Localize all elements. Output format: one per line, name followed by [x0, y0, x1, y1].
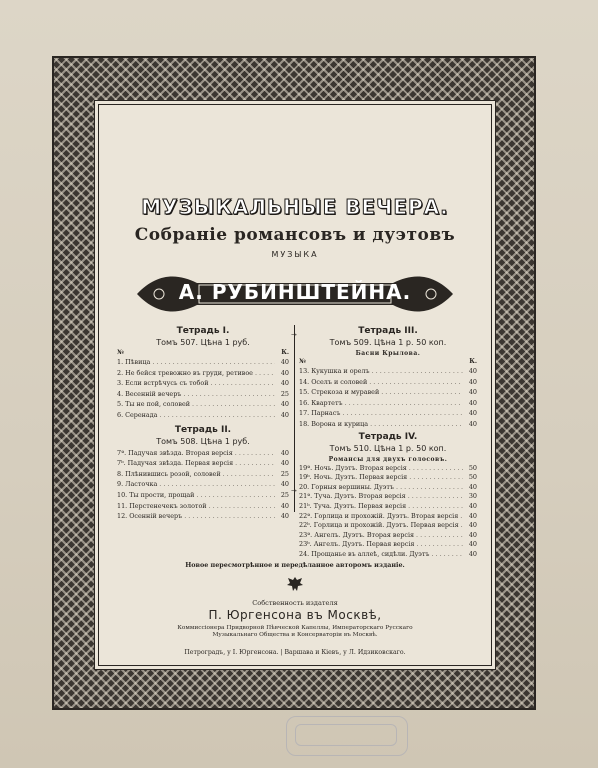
list-item: 19ª. Ночь. Дуэтъ. Вторая версія . . . 50 — [299, 464, 477, 474]
list-item: 23ᵇ. Ангелъ. Дуэтъ. Первая версія . . . 40 — [299, 540, 477, 550]
book3-list — [299, 366, 477, 430]
composer-banner — [137, 263, 453, 325]
publisher-branches: Петроградъ, у І. Юргенсона. | Варшава и Кіевъ, у Л. Идзиковскаго. — [184, 649, 406, 656]
list-item: 19ᵇ. Ночь. Дуэтъ. Первая версія . . . 50 — [299, 473, 477, 483]
book1-volume: Томъ 507. Цѣна 1 руб. — [156, 338, 250, 347]
list-item: 18. Ворона и курица . . . 40 — [299, 419, 477, 430]
list-item: 16. Квартетъ . . . 40 — [299, 398, 477, 409]
edition-note: Новое пересмотрѣнное и передѣланное авторомъ изданіе. — [185, 561, 405, 569]
list-item: 10. Ты прости, прощай . . . 25 — [117, 490, 289, 501]
list-item: 4. Весенній вечеръ . . . 25 — [117, 389, 289, 400]
book3-volume: Томъ 509. Цѣна 1 р. 50 коп. — [329, 338, 447, 347]
list-item: 22ª. Горлица и прохожій. Дуэтъ. Вторая версія . . . 40 — [299, 512, 477, 522]
list-item: 15. Стрекоза и муравей . . . 40 — [299, 387, 477, 398]
book4-note: Романсы для двухъ голосовъ. — [328, 455, 448, 463]
list-item: 8. Плѣнившись розой, соловей . . . 25 — [117, 469, 289, 480]
list-item: 17. Парнасъ . . . 40 — [299, 408, 477, 419]
column-header: № К. — [117, 349, 289, 356]
book4-heading: Тетрадь IV. — [358, 431, 418, 442]
book1-list — [117, 357, 289, 421]
right-contents-column — [299, 325, 477, 560]
list-item: 9. Ласточка . . . 40 — [117, 479, 289, 490]
list-item: 23ª. Ангелъ. Дуэтъ. Вторая версія . . . 40 — [299, 531, 477, 541]
arrow-right-icon: → — [291, 487, 297, 495]
list-item: 6. Серенада . . . 40 — [117, 410, 289, 421]
composer-name: А. РУБИНШТЕЙНА. — [178, 280, 412, 304]
list-item: 24. Прощанье въ аллеѣ, сидѣли. Дуэтъ . . . 40 — [299, 550, 477, 560]
library-stamp — [286, 716, 408, 756]
book4-volume: Томъ 510. Цѣна 1 р. 50 коп. — [329, 443, 447, 453]
publisher-name: П. Юргенсона въ Москвѣ, — [208, 608, 382, 622]
list-item: 20. Горныя вершины. Дуэтъ . . . 40 — [299, 483, 477, 493]
book3-heading: Тетрадь III. — [358, 326, 418, 336]
book2-heading: Тетрадь II. — [174, 424, 232, 435]
left-contents-column — [117, 325, 289, 522]
list-item: 21ª. Туча. Дуэтъ. Вторая версія . . . 30 — [299, 492, 477, 502]
arrow-right-icon: → — [291, 331, 297, 339]
book2-list — [117, 448, 289, 522]
column-header: № К. — [299, 358, 477, 365]
list-item: 1. Пѣвица . . . 40 — [117, 357, 289, 368]
ornamental-border — [52, 56, 536, 710]
book4-list — [299, 464, 477, 560]
column-divider — [294, 325, 295, 512]
title-page-panel — [98, 104, 492, 666]
book2-volume: Томъ 508. Цѣна 1 руб. — [156, 436, 250, 446]
list-item: 3. Если встрѣчусь съ тобой . . . 40 — [117, 378, 289, 389]
list-item: 7ª. Падучая звѣзда. Вторая версія . . . 40 — [117, 448, 289, 459]
list-item: 5. Ты не пой, соловей . . . 40 — [117, 399, 289, 410]
publisher-credentials: Коммиссіонера Придворной Пѣвческой Капеллы, Императорскаго Русскаго Музыкальнаго Общества и Консерваторіи въ Москвѣ. — [177, 625, 413, 639]
list-item: 2. Не бейся тревожно въ груди, ретивое . . . 40 — [117, 368, 289, 379]
list-item: 13. Кукушка и орелъ . . . 40 — [299, 366, 477, 377]
collection-subtitle: Собраніе романсовъ и дуэтовъ — [134, 225, 456, 245]
book3-note: Басни Крылова. — [355, 350, 421, 357]
list-item: 22ᵇ. Горлица и прохожій. Дуэтъ. Первая версія . . . 40 — [299, 521, 477, 531]
series-title: МУЗЫКАЛЬНЫЕ ВЕЧЕРА. — [141, 195, 449, 219]
list-item: 7ᵇ. Падучая звѣзда. Первая версія . . . 40 — [117, 458, 289, 469]
list-item: 14. Оселъ и соловей . . . 40 — [299, 377, 477, 388]
music-by-label: МУЗЫКА — [271, 250, 319, 259]
list-item: 12. Осенній вечеръ . . . 40 — [117, 511, 289, 522]
list-item: 11. Перстенечекъ золотой . . . 40 — [117, 501, 289, 512]
publisher-property-label: Собственность издателя — [252, 599, 338, 607]
imperial-eagle-icon — [285, 575, 305, 593]
book1-heading: Тетрадь I. — [176, 326, 230, 336]
list-item: 21ᵇ. Туча. Дуэтъ. Первая версія . . . 40 — [299, 502, 477, 512]
